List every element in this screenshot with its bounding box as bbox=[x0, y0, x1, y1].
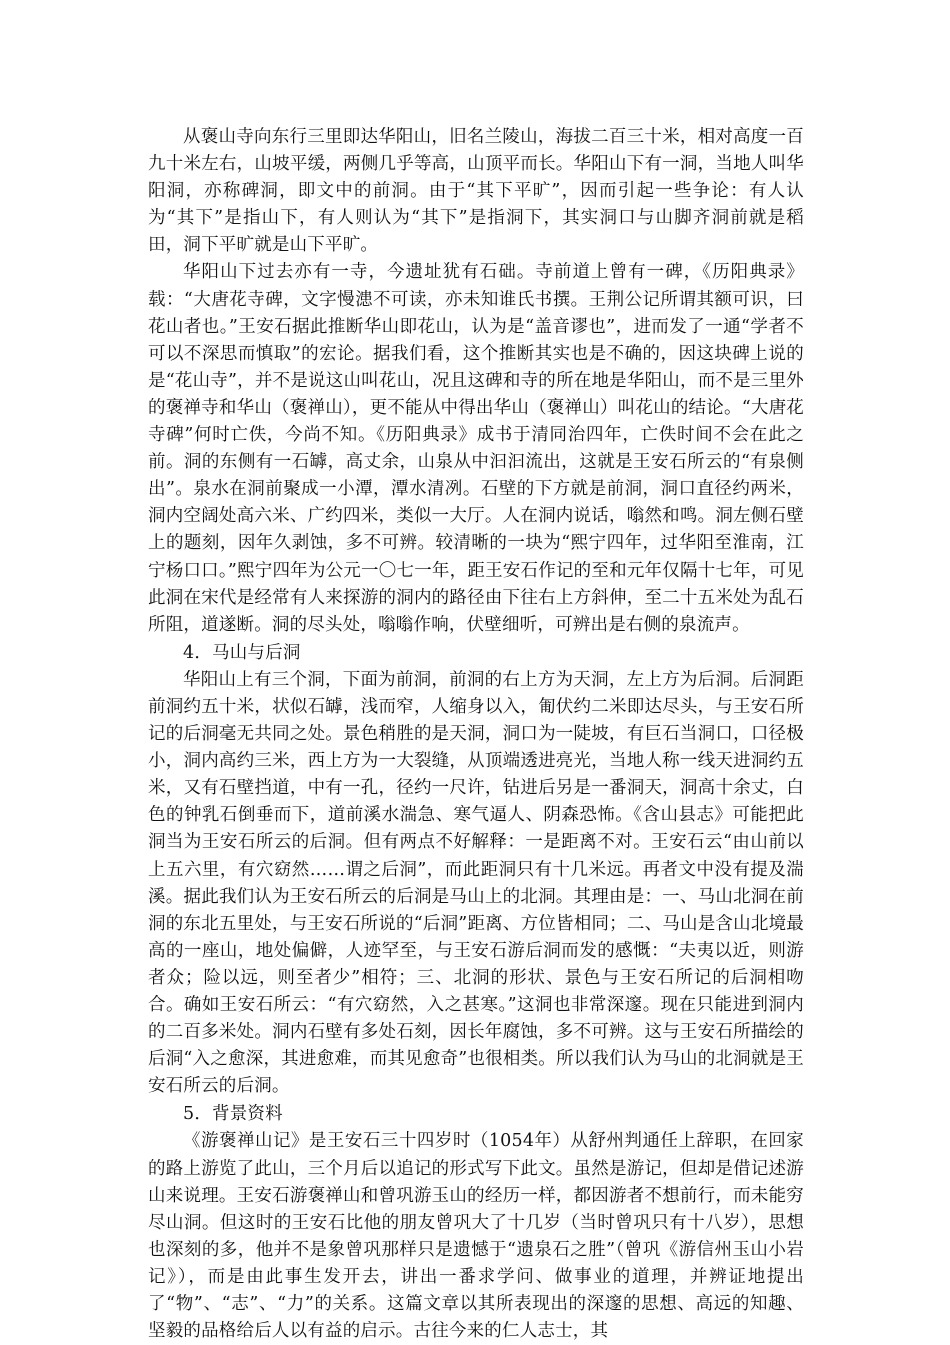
paragraph-three-caves: 华阳山上有三个洞，下面为前洞，前洞的右上方为天洞，左上方为后洞。后洞距前洞约五十米，状似石罅，浅而窄，人缩身以入，匍伏约二米即达尽头，与王安石所记的后洞毫无共同之处。景色稍胜的是天洞，洞口为一陡坡，有巨石当洞口，口径极小，洞内高约三米，西上方为一大裂缝，从顶端透进亮光，当地人称一线天进洞约五米，又有石壁挡道，中有一孔，径约一尺许，钻进后另是一番洞天，洞高十余丈，白色的钟乳石倒垂而下，道前溪水湍急、寒气逼人、阴森恐怖。《含山县志》可能把此洞当为王安石所云的后洞。但有两点不好解释：一是距离不对。王安石云“由山前以上五六里，有穴窈然……谓之后洞”，而此距洞只有十几米远。再者文中没有提及湍溪。据此我们认为王安石所云的后洞是马山上的北洞。其理由是：一、马山北洞在前洞的东北五里处，与王安石所说的“后洞”距离、方位皆相同；二、马山是含山北境最高的一座山，地处偏僻，人迹罕至，与王安石游后洞而发的感慨：“夫夷以近，则游者众；险以远，则至者少”相符；三、北洞的形状、景色与王安石所记的后洞相吻合。确如王安石所云：“有穴窈然，入之甚寒。”这洞也非常深邃。现在只能进到洞内的二百多米处。洞内石壁有多处石刻，因长年腐蚀，多不可辨。这与王安石所描绘的后洞“入之愈深，其进愈难，而其见愈奇”也很相类。所以我们认为马山的北洞就是王安石所云的后洞。 bbox=[148, 669, 804, 1097]
section-heading-background: 5．背景资料 bbox=[183, 1104, 283, 1125]
paragraph-huayang-temple: 华阳山下过去亦有一寺，今遗址犹有石础。寺前道上曾有一碑，《历阳典录》载：“大唐花寺碑，文字慢漶不可读，亦未知谁氏书撰。王荆公记所谓其额可识，曰花山者也。”王安石据此推断华山即花山，认为是“盖音谬也”，进而发了一通“学者不可以不深思而慎取”的宏论。据我们看，这个推断其实也是不确的，因这块碑上说的是“花山寺”，并不是说这山叫花山，况且这碑和寺的所在地是华阳山，而不是三里外的褒禅寺和华山（褒禅山），更不能从中得出华山（褒禅山）叫花山的结论。“大唐花寺碑”何时亡佚，今尚不知。《历阳典录》成书于清同治四年，亡佚时间不会在此之前。洞的东侧有一石罅，高丈余，山泉从中汩汩流出，这就是王安石所云的“有泉侧出”。泉水在洞前聚成一小潭，潭水清冽。石壁的下方就是前洞，洞口直径约两米，洞内空阔处高六米、广约四米，类似一大厅。人在洞内说话，嗡然和鸣。洞左侧石壁上的题刻，因年久剥蚀，多不可辨。较清晰的一块为“熙宁四年，过华阳至淮南，江宁杨口口。”熙宁四年为公元一〇七一年，距王安石作记的至和元年仅隔十七年，可见此洞在宋代是经常有人来探游的洞内的路径由下往右上方斜伸，至二十五米处为乱石所阻，道遂断。洞的尽头处，嗡嗡作响，伏壁细听，可辨出是右侧的泉流声。 bbox=[148, 262, 804, 635]
article-body bbox=[148, 124, 804, 1345]
paragraph-background: 《游褒禅山记》是王安石三十四岁时（1054年）从舒州判通任上辞职，在回家的路上游览了此山，三个月后以追记的形式写下此文。虽然是游记，但却是借记述游山来说理。王安石游褒禅山和曾巩游玉山的经历一样，都因游者不想前行，而未能穷尽山洞。但这时的王安石比他的朋友曾巩大了十几岁（当时曾巩只有十八岁），思想也深刻的多，他并不是象曾巩那样只是遗憾于“遗泉石之胜”（曾巩《游信州玉山小岩记》），而是由此事生发开去，讲出一番求学问、做事业的道理，并辨证地提出了“物”、“志”、“力”的关系。这篇文章以其所表现出的深邃的思想、高远的知趣、坚毅的品格给后人以有益的启示。古往今来的仁人志士，其 bbox=[148, 1131, 804, 1342]
paragraph-huayang-mountain: 从褒山寺向东行三里即达华阳山，旧名兰陵山，海拔二百三十米，相对高度一百九十米左右，山坡平缓，两侧几乎等高，山顶平而长。华阳山下有一洞，当地人叫华阳洞，亦称碑洞，即文中的前洞。由于“其下平旷”，因而引起一些争论：有人认为“其下”是指山下，有人则认为“其下”是指洞下，其实洞口与山脚齐洞前就是稻田，洞下平旷就是山下平旷。 bbox=[148, 127, 804, 256]
section-heading-mashan: 4．马山与后洞 bbox=[183, 642, 301, 663]
